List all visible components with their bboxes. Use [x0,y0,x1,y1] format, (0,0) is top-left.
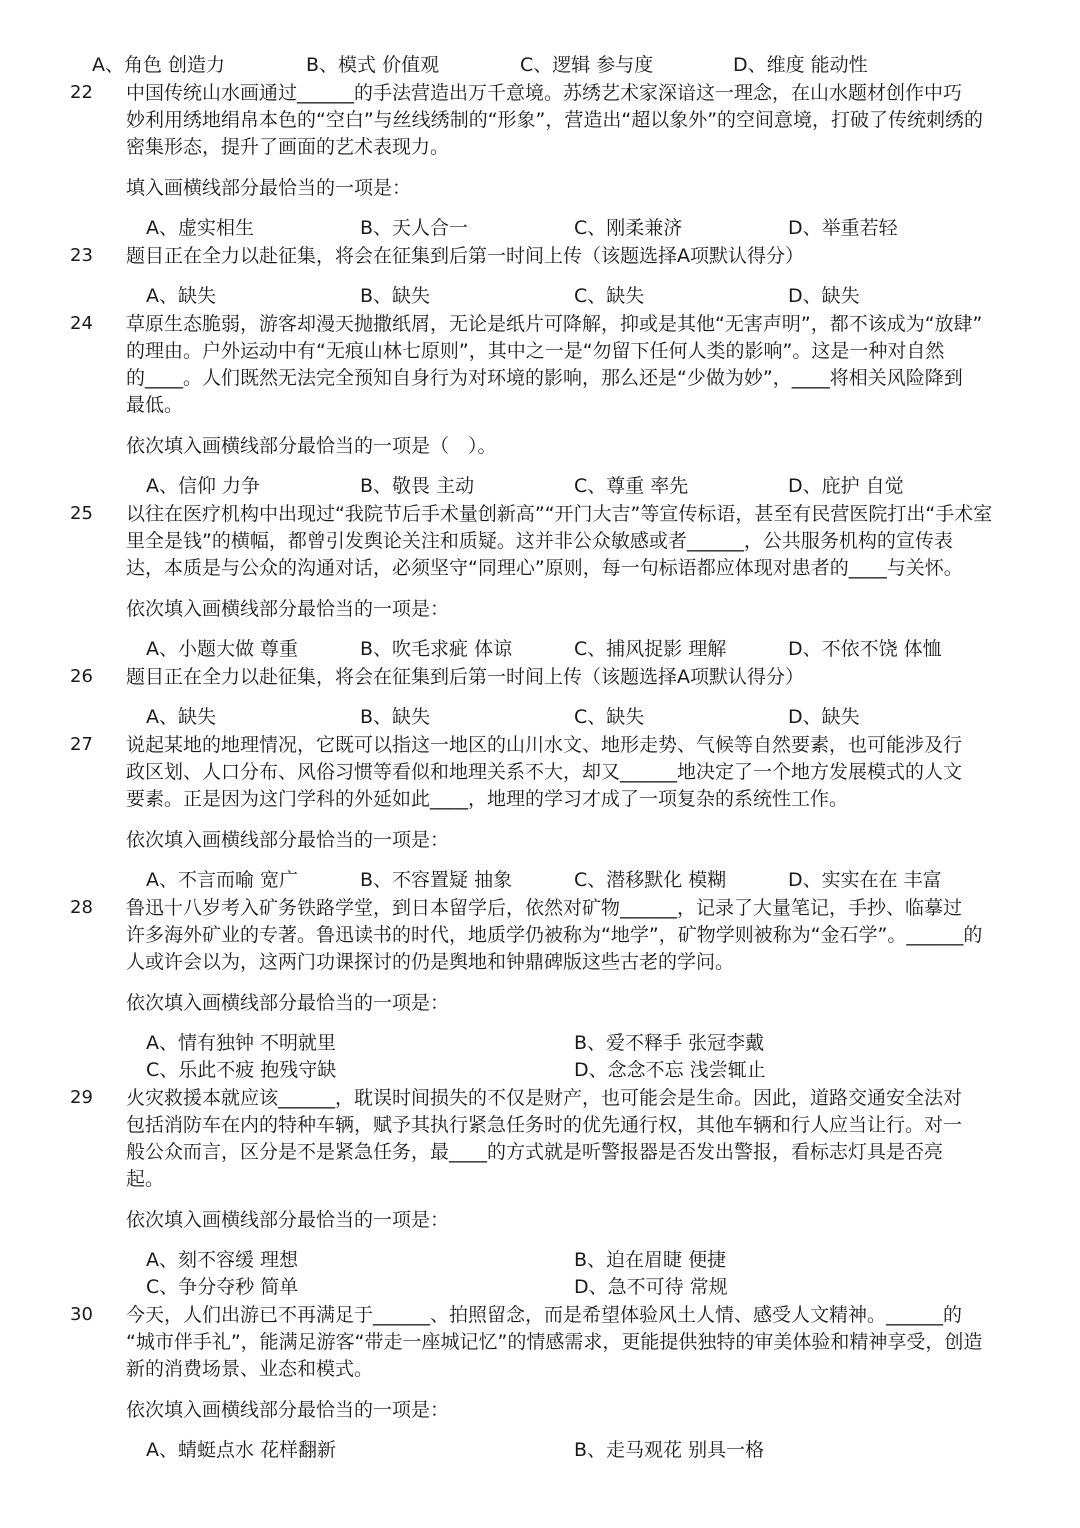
question-text-line: 密集形态，提升了画面的艺术表现力。 [126,136,450,158]
question-instruction: 依次填入画横线部分最恰当的一项是： [126,598,450,620]
question-instruction: 依次填入画横线部分最恰当的一项是： [126,1399,450,1421]
question-number: 25 [70,503,93,524]
question-text-line: 说起某地的地理情况，它既可以指这一地区的山川水文、地形走势、气候等自然要素，也可能涉及行 [126,734,963,756]
question-options [0,704,1080,730]
prev-question-options [0,52,1080,78]
option-b: B、走马观花 别具一格 [574,1439,765,1461]
question-text-line: 许多海外矿业的专著。鲁迅读书的时代，地质学仍被称为“地学”，矿物学则被称为“金石学”。______的 [126,924,983,946]
question-text-line: 鲁迅十八岁考入矿务铁路学堂，到日本留学后，依然对矿物______，记录了大量笔记，手抄、临摹过 [126,897,963,919]
question-options [0,636,1080,662]
option-c: C、争分夺秒 简单 [146,1276,299,1298]
option-a: A、缺失 [146,285,216,307]
option-a: A、不言而喻 宽广 [146,869,299,891]
question-options-row-1 [0,1437,1080,1463]
option-c: C、乐此不疲 抱残守缺 [146,1059,337,1081]
option-b: B、迫在眉睫 便捷 [574,1249,727,1271]
question-text-line: 题目正在全力以赴征集，将会在征集到后第一时间上传（该题选择A项默认得分） [126,666,804,688]
question-number: 22 [70,82,93,103]
question-text-line: 政区划、人口分布、风俗习惯等看似和地理关系不大，却又______地决定了一个地方发展模式的人文 [126,761,963,783]
question-text-line: 以往在医疗机构中出现过“我院节后手术量创新高”“开门大吉”等宣传标语，甚至有民营医院打出“手术室 [126,503,993,525]
option-a: A、刻不容缓 理想 [146,1249,299,1271]
option-b: B、模式 价值观 [306,54,440,76]
question-text-line: 起。 [126,1168,165,1190]
option-d: D、实实在在 丰富 [788,869,942,891]
option-d: D、缺失 [788,285,860,307]
question-text-line: 要素。正是因为这门学科的外延如此____，地理的学习才成了一项复杂的系统性工作。 [126,788,849,810]
question-options-row-2 [0,1057,1080,1083]
question-text-line: 人或许会以为，这两门功课探讨的仍是舆地和钟鼎碑版这些古老的学问。 [126,951,735,973]
question-instruction: 填入画横线部分最恰当的一项是： [126,177,412,199]
option-d: D、维度 能动性 [733,54,868,76]
option-d: D、急不可待 常规 [574,1276,728,1298]
question-number: 27 [70,734,93,755]
question-options-row-2 [0,1274,1080,1300]
question-text-line: 火灾救援本就应该______，耽误时间损失的不仅是财产，也可能会是生命。因此，道路交通安全法对 [126,1087,963,1109]
question-instruction: 依次填入画横线部分最恰当的一项是： [126,1209,450,1231]
question-options [0,473,1080,499]
option-c: C、刚柔兼济 [574,217,683,239]
option-c: C、缺失 [574,285,645,307]
option-a: A、情有独钟 不明就里 [146,1032,337,1054]
question-text-line: 里全是钱”的横幅，都曾引发舆论关注和质疑。这并非公众敏感或者______，公共服务机构的宣传表 [126,530,953,552]
option-b: B、敬畏 主动 [360,475,475,497]
option-c: C、潜移默化 模糊 [574,869,727,891]
option-b: B、不容置疑 抽象 [360,869,513,891]
option-d: D、举重若轻 [788,217,898,239]
question-number: 29 [70,1087,93,1108]
question-instruction: 依次填入画横线部分最恰当的一项是： [126,992,450,1014]
question-options-row-1 [0,1030,1080,1056]
question-text-line: 草原生态脆弱，游客却漫天抛撒纸屑，无论是纸片可降解，抑或是其他“无害声明”，都不该成为“放肆” [126,313,983,335]
question-options [0,215,1080,241]
option-d: D、庇护 自觉 [788,475,904,497]
option-c: C、尊重 率先 [574,475,689,497]
question-number: 30 [70,1304,93,1325]
question-text-line: 达，本质是与公众的沟通对话，必须坚守“同理心”原则，每一句标语都应体现对患者的____与关怀。 [126,557,963,579]
option-a: A、信仰 力争 [146,475,261,497]
question-options-row-1 [0,1247,1080,1273]
option-c: C、缺失 [574,706,645,728]
question-number: 23 [70,245,93,266]
question-text-line: 的____。人们既然无法完全预知自身行为对环境的影响，那么还是“少做为妙”，____将相关风险降到 [126,367,963,389]
question-text-line: “城市伴手礼”，能满足游客“带走一座城记忆”的情感需求，更能提供独特的审美体验和精神享受，创造 [126,1331,983,1353]
question-text-line: 的理由。户外运动中有“无痕山林七原则”，其中之一是“勿留下任何人类的影响”。这是一种对自然 [126,340,945,362]
question-text-line: 妙利用绣地绢帛本色的“空白”与丝线绣制的“形象”，营造出“超以象外”的空间意境，打破了传统刺绣的 [126,109,984,131]
option-a: A、虚实相生 [146,217,254,239]
question-text-line: 今天，人们出游已不再满足于______、拍照留念，而是希望体验风土人情、感受人文精神。______的 [126,1304,963,1326]
option-a: A、蜻蜓点水 花样翻新 [146,1439,337,1461]
option-b: B、天人合一 [360,217,469,239]
option-b: B、吹毛求疵 体谅 [360,638,513,660]
option-a: A、缺失 [146,706,216,728]
question-text-line: 新的消费场景、业态和模式。 [126,1358,374,1380]
option-a: A、小题大做 尊重 [146,638,299,660]
question-instruction: 依次填入画横线部分最恰当的一项是（ ）。 [126,435,497,457]
question-options [0,283,1080,309]
question-options [0,867,1080,893]
option-a: A、角色 创造力 [92,54,226,76]
question-text-line: 般公众而言，区分是不是紧急任务，最____的方式就是听警报器是否发出警报，看标志灯具是否亮 [126,1141,944,1163]
question-number: 26 [70,666,93,687]
option-b: B、缺失 [360,285,431,307]
question-number: 28 [70,897,93,918]
option-c: C、逻辑 参与度 [520,54,654,76]
option-d: D、念念不忘 浅尝辄止 [574,1059,766,1081]
question-text-line: 题目正在全力以赴征集，将会在征集到后第一时间上传（该题选择A项默认得分） [126,245,804,267]
option-b: B、缺失 [360,706,431,728]
question-text-line: 包括消防车在内的特种车辆，赋予其执行紧急任务时的优先通行权，其他车辆和行人应当让行。对一 [126,1114,963,1136]
question-number: 24 [70,313,93,334]
question-text-line: 中国传统山水画通过______的手法营造出万千意境。苏绣艺术家深谙这一理念，在山水题材创作中巧 [126,82,963,104]
option-d: D、不依不饶 体恤 [788,638,942,660]
question-instruction: 依次填入画横线部分最恰当的一项是： [126,829,450,851]
option-b: B、爱不释手 张冠李戴 [574,1032,765,1054]
option-d: D、缺失 [788,706,860,728]
question-text-line: 最低。 [126,394,184,416]
option-c: C、捕风捉影 理解 [574,638,727,660]
